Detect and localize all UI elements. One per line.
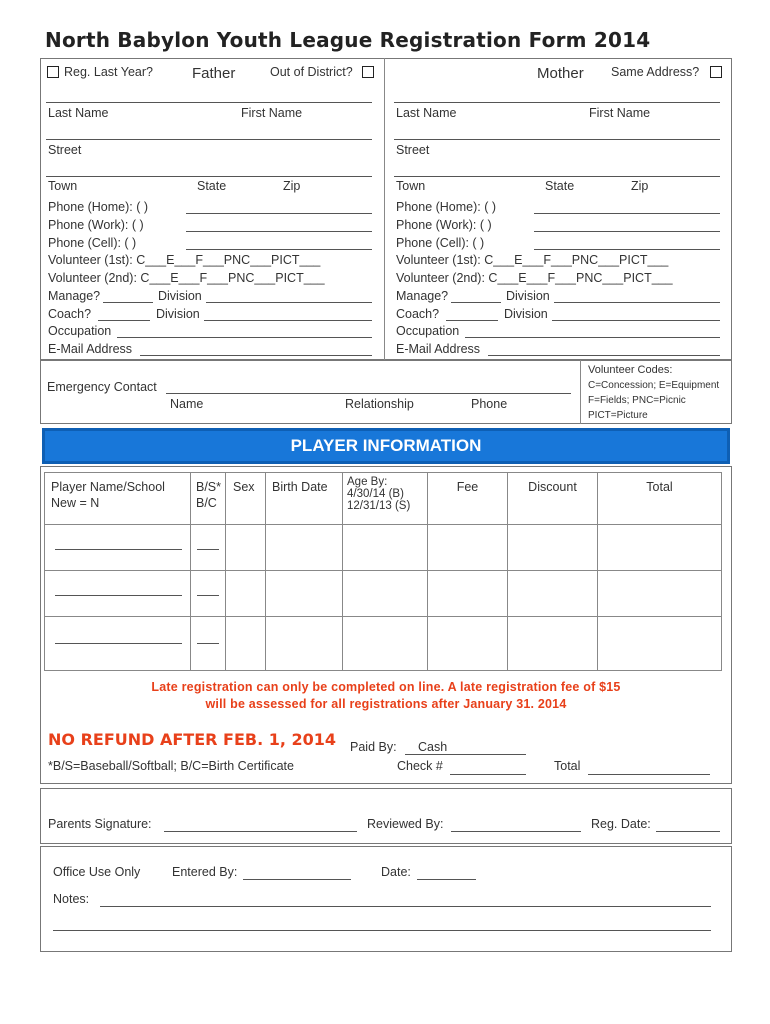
parents-signature-line[interactable] xyxy=(164,831,357,832)
signature-section xyxy=(40,788,732,844)
col-age-line2: 4/30/14 (B) xyxy=(347,488,404,500)
father-phone-home-line[interactable] xyxy=(186,213,372,214)
player-row-2-fee[interactable] xyxy=(428,571,508,617)
emergency-contact-line[interactable] xyxy=(166,393,571,394)
payment-total-label: Total xyxy=(554,759,581,773)
volunteer-codes-line3: PICT=Picture xyxy=(588,410,648,421)
player-row-3[interactable] xyxy=(45,617,722,671)
father-zip-label: Zip xyxy=(283,179,301,193)
player-row-1-total[interactable] xyxy=(598,525,722,571)
paid-by-cash: Cash xyxy=(418,740,448,754)
office-date-line[interactable] xyxy=(417,879,476,880)
player-row-1-discount[interactable] xyxy=(508,525,598,571)
entered-by-label: Entered By: xyxy=(172,865,238,879)
player-row-3-sex[interactable] xyxy=(226,617,266,671)
mother-coach-label: Coach? xyxy=(396,307,440,321)
col-player-name-line1: Player Name/School xyxy=(51,480,165,494)
office-date-label: Date: xyxy=(381,865,411,879)
payment-total-line[interactable] xyxy=(588,774,710,775)
mother-phone-home: Phone (Home): ( ) xyxy=(396,200,497,214)
emergency-phone-label: Phone xyxy=(471,397,508,411)
paid-by-label: Paid By: xyxy=(350,740,397,754)
father-first-name-label: First Name xyxy=(241,106,303,120)
father-occupation-line[interactable] xyxy=(117,337,372,338)
player-row-2-bs[interactable] xyxy=(191,571,226,617)
father-manage-division-line[interactable] xyxy=(206,302,372,303)
player-row-2-sex[interactable] xyxy=(226,571,266,617)
form-title: North Babylon Youth League Registration Form 2014 xyxy=(45,28,651,52)
mother-occupation-label: Occupation xyxy=(396,324,460,338)
player-row-1-bs[interactable] xyxy=(191,525,226,571)
mother-phone-home-line[interactable] xyxy=(534,213,720,214)
father-state-label: State xyxy=(197,179,227,193)
player-row-3-discount[interactable] xyxy=(508,617,598,671)
father-email-label: E-Mail Address xyxy=(48,342,133,356)
father-manage-division-label: Division xyxy=(158,289,202,303)
check-number-line[interactable] xyxy=(450,774,526,775)
player-row-1-name[interactable] xyxy=(45,525,191,571)
col-sex xyxy=(226,473,266,525)
reg-last-year-label: Reg. Last Year? xyxy=(64,65,153,79)
player-table-header xyxy=(45,473,722,525)
player-row-1-age[interactable] xyxy=(343,525,428,571)
father-phone-work: Phone (Work): ( ) xyxy=(48,218,144,232)
father-phone-work-line[interactable] xyxy=(186,231,372,232)
father-coach-division-line[interactable] xyxy=(204,320,372,321)
mother-manage-label: Manage? xyxy=(396,289,449,303)
notes-line-2[interactable] xyxy=(53,930,711,931)
entered-by-line[interactable] xyxy=(243,879,351,880)
mother-phone-work-line[interactable] xyxy=(534,231,720,232)
col-birth-date xyxy=(266,473,343,525)
mother-phone-work: Phone (Work): ( ) xyxy=(396,218,492,232)
mother-zip-label: Zip xyxy=(631,179,649,193)
office-use-label: Office Use Only xyxy=(53,865,141,879)
father-header: Father xyxy=(192,65,236,82)
father-volunteer-1st: Volunteer (1st): C___E___F___PNC___PICT___ xyxy=(48,253,321,267)
volunteer-codes-title: Volunteer Codes: xyxy=(588,364,673,376)
col-player-name xyxy=(45,473,191,525)
player-row-3-name[interactable] xyxy=(45,617,191,671)
father-town-line[interactable] xyxy=(46,176,372,177)
col-age-by xyxy=(343,473,428,525)
same-address-label: Same Address? xyxy=(611,65,700,79)
mother-last-name-label: Last Name xyxy=(396,106,457,120)
player-row-1-fee[interactable] xyxy=(428,525,508,571)
volunteer-codes-line2: F=Fields; PNC=Picnic xyxy=(588,395,686,406)
father-manage-label: Manage? xyxy=(48,289,101,303)
father-street-label: Street xyxy=(48,143,82,157)
mother-coach-division-line[interactable] xyxy=(552,320,720,321)
player-row-1-birth[interactable] xyxy=(266,525,343,571)
reg-date-line[interactable] xyxy=(656,831,720,832)
paid-by-line[interactable] xyxy=(405,754,526,755)
col-fee-label: Fee xyxy=(456,480,479,494)
mother-street-line[interactable] xyxy=(394,139,720,140)
player-information-banner: PLAYER INFORMATION xyxy=(42,428,730,464)
player-row-2-discount[interactable] xyxy=(508,571,598,617)
parents-signature-label: Parents Signature: xyxy=(48,817,152,831)
mother-manage-division-line[interactable] xyxy=(554,302,720,303)
emergency-divider xyxy=(580,360,581,424)
father-town-label: Town xyxy=(48,179,78,193)
col-bs xyxy=(191,473,226,525)
emergency-relationship-label: Relationship xyxy=(345,397,414,411)
player-table xyxy=(44,472,722,671)
mother-volunteer-2nd: Volunteer (2nd): C___E___F___PNC___PICT___ xyxy=(396,271,673,285)
mother-phone-cell-line[interactable] xyxy=(534,249,720,250)
father-coach-division-label: Division xyxy=(156,307,200,321)
player-row-3-bs[interactable] xyxy=(191,617,226,671)
father-occupation-label: Occupation xyxy=(48,324,112,338)
father-coach-label: Coach? xyxy=(48,307,92,321)
mother-coach-line[interactable] xyxy=(446,320,498,321)
mother-town-label: Town xyxy=(396,179,426,193)
father-phone-cell: Phone (Cell): ( ) xyxy=(48,236,137,250)
volunteer-codes-line1: C=Concession; E=Equipment xyxy=(588,380,720,391)
notes-line-1[interactable] xyxy=(100,906,711,907)
mother-state-label: State xyxy=(545,179,575,193)
emergency-name-label: Name xyxy=(170,397,204,411)
father-phone-home: Phone (Home): ( ) xyxy=(48,200,149,214)
mother-street-label: Street xyxy=(396,143,430,157)
mother-name-line[interactable] xyxy=(394,102,720,103)
father-email-line[interactable] xyxy=(140,355,372,356)
mother-email-label: E-Mail Address xyxy=(396,342,481,356)
col-bs-line1: B/S* xyxy=(196,480,222,494)
player-row-2-birth[interactable] xyxy=(266,571,343,617)
mother-manage-division-label: Division xyxy=(506,289,550,303)
mother-header: Mother xyxy=(537,65,584,82)
father-volunteer-2nd: Volunteer (2nd): C___E___F___PNC___PICT___ xyxy=(48,271,325,285)
player-row-3-fee[interactable] xyxy=(428,617,508,671)
player-row-3-birth[interactable] xyxy=(266,617,343,671)
col-birth-date-label: Birth Date xyxy=(272,480,328,494)
player-row-2[interactable] xyxy=(45,571,722,617)
out-of-district-checkbox[interactable] xyxy=(362,66,374,78)
mother-manage-line[interactable] xyxy=(451,302,501,303)
player-row-2-total[interactable] xyxy=(598,571,722,617)
col-sex-label: Sex xyxy=(233,480,255,494)
col-discount-label: Discount xyxy=(528,480,577,494)
parents-divider xyxy=(384,58,385,360)
father-phone-cell-line[interactable] xyxy=(186,249,372,250)
father-street-line[interactable] xyxy=(46,139,372,140)
father-name-line[interactable] xyxy=(46,102,372,103)
out-of-district-label: Out of District? xyxy=(270,65,353,79)
emergency-contact-label: Emergency Contact xyxy=(47,380,157,394)
col-age-line3: 12/31/13 (S) xyxy=(347,500,411,512)
mother-coach-division-label: Division xyxy=(504,307,548,321)
player-row-3-age[interactable] xyxy=(343,617,428,671)
reviewed-by-label: Reviewed By: xyxy=(367,817,444,831)
mother-first-name-label: First Name xyxy=(589,106,651,120)
no-refund-notice: NO REFUND AFTER FEB. 1, 2014 xyxy=(48,730,337,749)
col-player-name-line2: New = N xyxy=(51,496,100,510)
col-total-label: Total xyxy=(646,480,673,494)
father-manage-line[interactable] xyxy=(103,302,153,303)
player-row-1[interactable] xyxy=(45,525,722,571)
mother-town-line[interactable] xyxy=(394,176,720,177)
player-row-1-sex[interactable] xyxy=(226,525,266,571)
mother-email-line[interactable] xyxy=(488,355,720,356)
col-fee xyxy=(428,473,508,525)
col-bs-line2: B/C xyxy=(196,496,217,510)
late-registration-line2: will be assessed for all registrations after January 31. 2014 xyxy=(205,697,567,711)
player-row-3-total[interactable] xyxy=(598,617,722,671)
col-total xyxy=(598,473,722,525)
col-age-line1: Age By: xyxy=(347,476,388,488)
father-coach-line[interactable] xyxy=(98,320,150,321)
notes-label: Notes: xyxy=(53,892,90,906)
footnote: *B/S=Baseball/Softball; B/C=Birth Certificate xyxy=(48,759,294,773)
player-row-2-age[interactable] xyxy=(343,571,428,617)
check-number-label: Check # xyxy=(397,759,443,773)
col-discount xyxy=(508,473,598,525)
office-use-section xyxy=(40,846,732,952)
mother-volunteer-1st: Volunteer (1st): C___E___F___PNC___PICT___ xyxy=(396,253,669,267)
mother-phone-cell: Phone (Cell): ( ) xyxy=(396,236,485,250)
father-last-name-label: Last Name xyxy=(48,106,109,120)
player-row-2-name[interactable] xyxy=(45,571,191,617)
mother-occupation-line[interactable] xyxy=(465,337,720,338)
reviewed-by-line[interactable] xyxy=(451,831,581,832)
late-registration-line1: Late registration can only be completed on line. A late registration fee of $15 xyxy=(151,680,621,694)
reg-date-label: Reg. Date: xyxy=(591,817,651,831)
reg-last-year-checkbox[interactable] xyxy=(47,66,59,78)
same-address-checkbox[interactable] xyxy=(710,66,722,78)
